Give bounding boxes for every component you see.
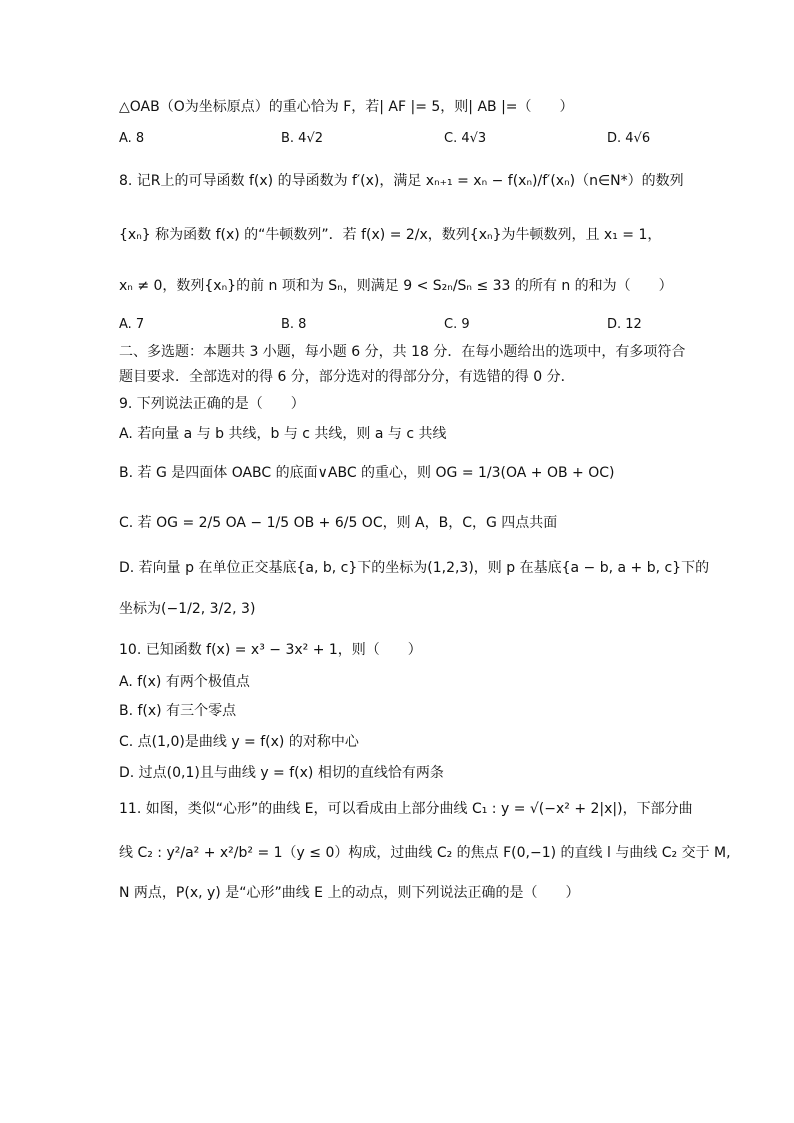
q8-option-d: D. 12	[607, 317, 642, 332]
q8-line-2: {xₙ} 称为函数 f(x) 的“牛顿数列”．若 f(x) = 2/x，数列{xₙ}为牛顿数列，且 x₁ = 1，	[119, 227, 662, 243]
q8-option-b: B. 8	[281, 317, 307, 332]
q7-option-d: D. 4√6	[607, 131, 651, 146]
q7-option-c: C. 4√3	[444, 131, 487, 146]
q8-line-1: 8. 记R上的可导函数 f(x) 的导函数为 f′(x)，满足 xₙ₊₁ = xₙ − f(xₙ)/f′(xₙ)（n∈N*）的数列	[119, 173, 684, 189]
q9-option-b: B. 若 G 是四面体 OABC 的底面∨ABC 的重心，则 OG = 1/3(OA + OB + OC)	[119, 465, 615, 481]
q11-line-2: 线 C₂ : y²/a² + x²/b² = 1（y ≤ 0）构成，过曲线 C₂ 的焦点 F(0,−1) 的直线 l 与曲线 C₂ 交于 M,	[119, 845, 731, 861]
q8-option-a: A. 7	[119, 317, 145, 332]
q7-option-b: B. 4√2	[281, 131, 324, 146]
q9-stem: 9. 下列说法正确的是（ ）	[119, 396, 305, 412]
q8-line-3: xₙ ≠ 0，数列{xₙ}的前 n 项和为 Sₙ，则满足 9 < S₂ₙ/Sₙ ≤ 33 的所有 n 的和为（ ）	[119, 278, 673, 294]
q9-option-d-line-2: 坐标为(−1/2, 3/2, 3)	[119, 601, 256, 617]
q11-line-3: N 两点，P(x, y) 是“心形”曲线 E 上的动点，则下列说法正确的是（ ）	[119, 885, 580, 901]
q10-option-d: D. 过点(0,1)且与曲线 y = f(x) 相切的直线恰有两条	[119, 765, 444, 781]
section-2-heading-line-2: 题目要求．全部选对的得 6 分，部分选对的得部分分，有选错的得 0 分．	[119, 369, 575, 385]
q11-line-1: 11. 如图，类似“心形”的曲线 E，可以看成由上部分曲线 C₁ : y = √(−x² + 2|x|)，下部分曲	[119, 801, 693, 817]
q10-stem: 10. 已知函数 f(x) = x³ − 3x² + 1，则（ ）	[119, 642, 422, 658]
q9-option-d-line-1: D. 若向量 p 在单位正交基底{a, b, c}下的坐标为(1,2,3)，则 p 在基底{a − b, a + b, c}下的	[119, 560, 710, 576]
q9-option-a: A. 若向量 a 与 b 共线，b 与 c 共线，则 a 与 c 共线	[119, 426, 447, 442]
q8-option-c: C. 9	[444, 317, 470, 332]
q9-option-c: C. 若 OG = 2/5 OA − 1/5 OB + 6/5 OC，则 A，B，C，G 四点共面	[119, 515, 558, 531]
q7-option-a: A. 8	[119, 131, 145, 146]
q10-option-a: A. f(x) 有两个极值点	[119, 674, 250, 690]
section-2-heading-line-1: 二、多选题：本题共 3 小题，每小题 6 分，共 18 分．在每小题给出的选项中，有多项符合	[119, 344, 686, 360]
q10-option-b: B. f(x) 有三个零点	[119, 703, 237, 719]
q10-option-c: C. 点(1,0)是曲线 y = f(x) 的对称中心	[119, 734, 359, 750]
q7-stem-tail: △OAB（O为坐标原点）的重心恰为 F，若| AF |= 5，则| AB |=（ ）	[119, 99, 574, 115]
